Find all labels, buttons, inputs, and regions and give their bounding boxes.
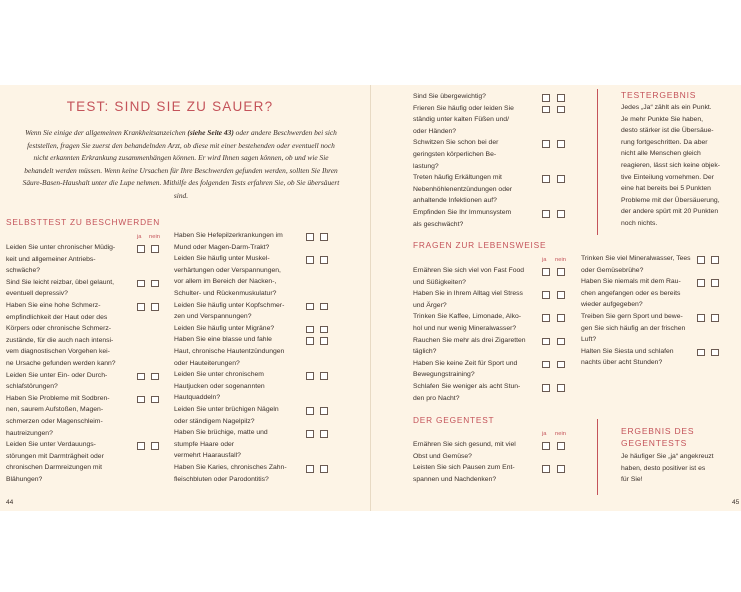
checkbox-ja[interactable] bbox=[137, 396, 145, 404]
question-line: der andere spürt mit 20 Punkten bbox=[621, 208, 719, 216]
checkbox-ja[interactable] bbox=[542, 442, 550, 450]
checkbox-ja[interactable] bbox=[306, 337, 314, 345]
question-line: ne Ursache gefunden werden kann? bbox=[6, 360, 116, 367]
question-line: Haben Sie eine blasse und fahle bbox=[174, 336, 272, 344]
checkbox-nein[interactable] bbox=[151, 396, 159, 404]
question-line: zustände, für die auch nach intensi- bbox=[6, 336, 114, 344]
checkbox-ja[interactable] bbox=[542, 291, 550, 299]
checkbox-ja[interactable] bbox=[306, 465, 314, 473]
question-line: Haben Sie Probleme mit Sodbren- bbox=[6, 394, 110, 402]
checkbox-nein[interactable] bbox=[320, 407, 328, 415]
checkbox-ja[interactable] bbox=[137, 373, 145, 381]
result-divider bbox=[597, 89, 598, 235]
intro-text-part: oder andere Beschwerden bei sich feststellen, fragen Sie zuerst den behandelnden Arzt, ob diese mit einer bestehenden oder eventuell noch nicht erkannten Erkrankung zusammenhängen können. Er wird Ihnen sagen können, ob und wie Sie behandelt werden müssen. Wenn keine Ursachen für Ihre Beschwerden gefunden werden, sollten Sie Ihren Säure-Basen-Haushalt unter die Lupe nehmen. Mithilfe des folgenden Tests erfahren Sie, ob Sie übersäuert sind. bbox=[22, 128, 340, 200]
nein-label: nein bbox=[149, 234, 160, 240]
question-line: chronischen Darmreizungen mit bbox=[6, 464, 102, 472]
question-line: Leiden Sie häufig unter Migräne? bbox=[174, 324, 275, 332]
question-line: schwäche? bbox=[6, 267, 41, 275]
checkbox-ja[interactable] bbox=[306, 303, 314, 311]
page-number: 45 bbox=[732, 499, 740, 506]
section-title-beschwerden: SELBSTTEST ZU BESCHWERDEN bbox=[6, 217, 161, 227]
checkbox-nein[interactable] bbox=[557, 175, 565, 183]
section-title-gegentest: DER GEGENTEST bbox=[413, 415, 495, 425]
checkbox-nein[interactable] bbox=[151, 373, 159, 381]
checkbox-nein[interactable] bbox=[151, 442, 159, 450]
checkbox-ja[interactable] bbox=[306, 233, 314, 241]
checkbox-ja[interactable] bbox=[542, 361, 550, 369]
question-line: Je häufiger Sie „ja“ angekreuzt bbox=[621, 453, 714, 460]
question-line: wieder aufgegeben? bbox=[581, 301, 643, 309]
checkbox-ja[interactable] bbox=[542, 106, 550, 114]
intro-page-reference: (siehe Seite 43) bbox=[187, 128, 234, 137]
question-line: vermehrt Haarausfall? bbox=[174, 452, 241, 460]
checkbox-nein[interactable] bbox=[557, 268, 565, 276]
question-line: Leiden Sie unter chronischem bbox=[174, 371, 264, 379]
question-line: Haben Sie keine Zeit für Sport und bbox=[413, 359, 518, 367]
checkbox-nein[interactable] bbox=[320, 326, 328, 334]
checkbox-nein[interactable] bbox=[151, 303, 159, 311]
question-line: Halten Sie Siesta und schlafen bbox=[581, 347, 674, 355]
question-line: hol und nur wenig Mineralwasser? bbox=[413, 325, 517, 332]
checkbox-ja[interactable] bbox=[137, 245, 145, 253]
checkbox-ja[interactable] bbox=[697, 349, 705, 357]
question-line: spannen und Nachdenken? bbox=[413, 475, 497, 483]
checkbox-nein[interactable] bbox=[557, 465, 565, 473]
question-line: anhaltende Infektionen auf? bbox=[413, 197, 497, 205]
checkbox-nein[interactable] bbox=[151, 245, 159, 253]
checkbox-nein[interactable] bbox=[320, 256, 328, 264]
gegentest-result-title-line: ERGEBNIS DES bbox=[621, 426, 695, 436]
question-line: hautreizungen? bbox=[6, 429, 53, 437]
question-line: oder Hauteiterungen? bbox=[174, 359, 240, 367]
result-title: TESTERGEBNIS bbox=[621, 90, 697, 100]
question-line: keit und allgemeiner Antriebs- bbox=[6, 255, 96, 263]
question-line: Leiden Sie häufig unter Kopfschmer- bbox=[174, 301, 285, 309]
checkbox-nein[interactable] bbox=[320, 337, 328, 345]
question-line: lastung? bbox=[413, 162, 439, 170]
checkbox-nein[interactable] bbox=[557, 442, 565, 450]
question-line: desto stärker ist die Übersäue- bbox=[621, 127, 714, 135]
question-line: den pro Nacht? bbox=[413, 394, 460, 402]
question-line: empfindlichkeit der Haut oder des bbox=[6, 313, 108, 321]
question-line: nen, saurem Aufstoßen, Magen- bbox=[6, 406, 104, 414]
intro-text bbox=[22, 127, 340, 203]
question-line: Schlafen Sie weniger als acht Stun- bbox=[413, 383, 521, 390]
checkbox-nein[interactable] bbox=[557, 338, 565, 346]
question-line: schlafstörungen? bbox=[6, 383, 58, 391]
question-line: Haben Sie Hefepilzerkrankungen im bbox=[174, 232, 283, 239]
checkbox-nein[interactable] bbox=[557, 94, 565, 102]
question-line: Treten häufig Erkältungen mit bbox=[413, 174, 502, 182]
question-line: oder Gemüsebrühe? bbox=[581, 266, 644, 274]
checkbox-ja[interactable] bbox=[306, 430, 314, 438]
question-line: zen und Verspannungen? bbox=[174, 313, 252, 321]
checkbox-nein[interactable] bbox=[557, 210, 565, 218]
intro-text-part: Wenn Sie einige der allgemeinen Krankheitsanzeichen bbox=[25, 128, 188, 137]
checkbox-nein[interactable] bbox=[557, 384, 565, 392]
checkbox-ja[interactable] bbox=[542, 268, 550, 276]
checkbox-nein[interactable] bbox=[711, 314, 719, 322]
question-line: Leiden Sie unter Ein- oder Durch- bbox=[6, 371, 108, 379]
checkbox-ja[interactable] bbox=[542, 140, 550, 148]
question-line: ständig unter kalten Füßen und/ bbox=[413, 116, 509, 124]
checkbox-nein[interactable] bbox=[557, 140, 565, 148]
checkbox-nein[interactable] bbox=[711, 256, 719, 264]
question-line: Frieren Sie häufig oder leiden Sie bbox=[413, 104, 514, 112]
checkbox-nein[interactable] bbox=[557, 314, 565, 322]
question-line: nicht alle Menschen gleich bbox=[621, 150, 701, 158]
question-line: als geschwächt? bbox=[413, 220, 464, 228]
question-line: Hautquaddeln? bbox=[174, 394, 221, 402]
checkbox-ja[interactable] bbox=[542, 338, 550, 346]
question-line: Körpers oder chronische Schmerz- bbox=[6, 325, 112, 333]
checkbox-nein[interactable] bbox=[320, 372, 328, 380]
question-line: störungen mit Darmträgheit oder bbox=[6, 452, 104, 460]
question-line: nachts über acht Stunden? bbox=[581, 359, 663, 367]
question-line: Ernähren Sie sich gesund, mit viel bbox=[413, 441, 516, 448]
question-line: Sind Sie übergewichtig? bbox=[413, 93, 486, 100]
checkbox-ja[interactable] bbox=[697, 279, 705, 287]
question-line: Obst und Gemüse? bbox=[413, 452, 472, 460]
checkbox-ja[interactable] bbox=[542, 384, 550, 392]
question-line: Haben Sie eine hohe Schmerz- bbox=[6, 302, 101, 309]
question-line: Hautjucken oder sogenannten bbox=[174, 382, 265, 390]
right-page bbox=[371, 85, 741, 511]
question-line: oder ständigem Nagelpilz? bbox=[174, 417, 255, 425]
checkbox-ja[interactable] bbox=[697, 314, 705, 322]
question-line: Schulter- und Rückenmuskulatur? bbox=[174, 290, 277, 297]
question-line: täglich? bbox=[413, 348, 437, 356]
checkbox-ja[interactable] bbox=[697, 256, 705, 264]
checkbox-ja[interactable] bbox=[306, 326, 314, 334]
checkbox-nein[interactable] bbox=[320, 233, 328, 241]
question-line: Schwitzen Sie schon bei der bbox=[413, 139, 499, 147]
gegentest-result-title bbox=[621, 426, 694, 449]
question-line: haben, desto positiver ist es bbox=[621, 464, 706, 472]
question-line: Treiben Sie gern Sport und bewe- bbox=[581, 313, 683, 320]
question-line: Probleme mit der Übersäuerung, bbox=[621, 196, 720, 204]
checkbox-nein[interactable] bbox=[151, 280, 159, 288]
question-line: und Süßigkeiten? bbox=[413, 278, 466, 286]
checkbox-nein[interactable] bbox=[557, 291, 565, 299]
question-line: Haut, chronische Hautentzündungen bbox=[174, 348, 285, 355]
question-line: Leiden Sie unter brüchigen Nägeln bbox=[174, 406, 279, 413]
question-line: Leiden Sie unter chronischer Müdig- bbox=[6, 244, 116, 251]
question-line: Blähungen? bbox=[6, 476, 43, 483]
page-title: TEST: SIND SIE ZU SAUER? bbox=[66, 99, 274, 114]
nein-label: nein bbox=[555, 431, 566, 437]
checkbox-ja[interactable] bbox=[542, 210, 550, 218]
question-line: vem diagnostischen Vorgehen kei- bbox=[6, 348, 110, 356]
checkbox-ja[interactable] bbox=[306, 407, 314, 415]
question-line: Je mehr Punkte Sie haben, bbox=[621, 115, 703, 123]
checkbox-nein[interactable] bbox=[711, 279, 719, 287]
checkbox-ja[interactable] bbox=[306, 372, 314, 380]
checkbox-ja[interactable] bbox=[542, 465, 550, 473]
checkbox-ja[interactable] bbox=[542, 94, 550, 102]
ja-label: ja bbox=[542, 431, 547, 437]
question-line: und Ärger? bbox=[413, 301, 447, 309]
question-line: Rauchen Sie mehr als drei Zigaretten bbox=[413, 336, 526, 344]
nein-label: nein bbox=[555, 257, 566, 263]
question-line: stumpfe Haare oder bbox=[174, 440, 235, 448]
question-line: Haben Sie Karies, chronisches Zahn- bbox=[174, 464, 287, 471]
question-line: Haben Sie brüchige, matte und bbox=[174, 429, 268, 437]
question-line: Leiden Sie häufig unter Muskel- bbox=[174, 255, 270, 263]
checkbox-ja[interactable] bbox=[137, 280, 145, 288]
checkbox-ja[interactable] bbox=[542, 175, 550, 183]
question-line: für Sie! bbox=[621, 476, 643, 484]
checkbox-nein[interactable] bbox=[320, 465, 328, 473]
question-line: Jedes „Ja“ zählt als ein Punkt. bbox=[621, 104, 712, 111]
checkbox-nein[interactable] bbox=[557, 361, 565, 369]
question-line: gen Sie sich häufig an der frischen bbox=[581, 324, 686, 332]
question-line: Nebenhöhlenentzündungen oder bbox=[413, 185, 513, 193]
gegentest-result-title-line: GEGENTESTS bbox=[621, 437, 688, 448]
checkbox-nein[interactable] bbox=[320, 303, 328, 311]
question-line: fleischbluten oder Parodontitis? bbox=[174, 475, 269, 483]
checkbox-ja[interactable] bbox=[137, 303, 145, 311]
question-line: rung fortgeschritten. Da aber bbox=[621, 138, 708, 146]
ja-label: ja bbox=[542, 257, 547, 263]
question-line: geringsten körperlichen Be- bbox=[413, 151, 497, 158]
question-line: Trinken Sie viel Mineralwasser, Tees bbox=[581, 255, 691, 262]
question-line: Sind Sie leicht reizbar, übel gelaunt, bbox=[6, 278, 115, 286]
question-line: tive Einteilung vornehmen. Der bbox=[621, 173, 714, 181]
question-line: Leisten Sie sich Pausen zum Ent- bbox=[413, 464, 515, 472]
question-line: vor allem im Bereich der Nacken-, bbox=[174, 278, 277, 286]
question-line: Mund oder Magen-Darm-Trakt? bbox=[174, 243, 270, 251]
question-line: schmerzen oder Magenschleim- bbox=[6, 418, 103, 425]
question-line: Haben Sie in Ihrem Alltag viel Stress bbox=[413, 290, 523, 298]
checkbox-ja[interactable] bbox=[306, 256, 314, 264]
question-line: oder Händen? bbox=[413, 127, 457, 135]
question-line: eine hat bereits bei 5 Punkten bbox=[621, 185, 711, 193]
question-line: reagieren, lässt sich keine objek- bbox=[621, 162, 720, 169]
question-line: verhärtungen oder Verspannungen, bbox=[174, 266, 281, 274]
checkbox-nein[interactable] bbox=[320, 430, 328, 438]
checkbox-ja[interactable] bbox=[542, 314, 550, 322]
ja-label: ja bbox=[137, 234, 142, 240]
question-line: chen angefangen oder es bereits bbox=[581, 289, 681, 297]
question-line: eventuell depressiv? bbox=[6, 290, 68, 298]
question-line: Bewegungstraining? bbox=[413, 371, 475, 379]
question-line: Haben Sie niemals mit dem Rau- bbox=[581, 278, 681, 286]
section-title-lebensweise: FRAGEN ZUR LEBENSWEISE bbox=[413, 240, 547, 250]
gegentest-result-divider bbox=[597, 419, 598, 495]
page-number: 44 bbox=[6, 499, 14, 506]
question-line: Empfinden Sie Ihr Immunsystem bbox=[413, 209, 512, 216]
checkbox-ja[interactable] bbox=[137, 442, 145, 450]
question-line: Leiden Sie unter Verdauungs- bbox=[6, 441, 96, 449]
question-line: Trinken Sie Kaffee, Limonade, Alko- bbox=[413, 313, 522, 321]
question-line: Ernähren Sie sich viel von Fast Food bbox=[413, 267, 525, 274]
question-line: Luft? bbox=[581, 336, 597, 344]
question-line: noch nichts. bbox=[621, 220, 658, 227]
left-page bbox=[0, 85, 370, 511]
checkbox-nein[interactable] bbox=[711, 349, 719, 357]
checkbox-nein[interactable] bbox=[557, 106, 565, 114]
